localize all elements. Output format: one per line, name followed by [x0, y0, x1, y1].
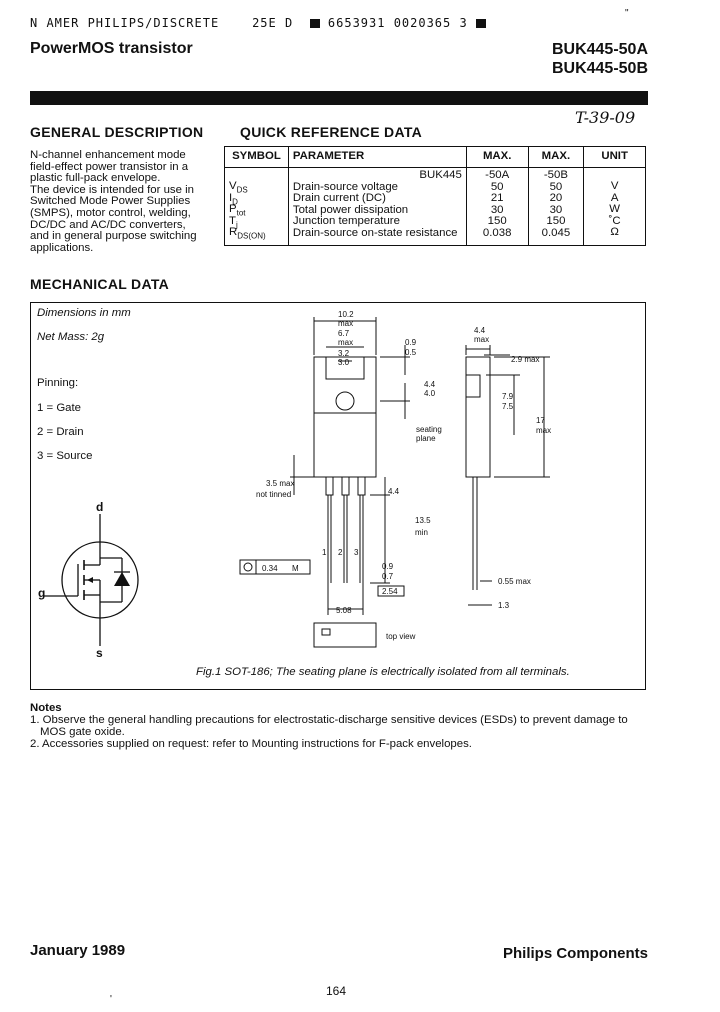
dim-label: 10.2: [338, 310, 354, 319]
figure-caption: Fig.1 SOT-186; The seating plane is electrically isolated from all terminals.: [196, 666, 570, 678]
dim-label: 1.3: [498, 601, 510, 610]
desc-line: and in general purpose switching: [30, 230, 197, 243]
dim-label: max: [338, 338, 354, 347]
col-max-a: MAX.: [466, 147, 528, 168]
pin-drain: 2 = Drain: [37, 426, 84, 438]
tolerance-value: 0.34: [262, 564, 278, 573]
desc-line: N-channel enhancement mode: [30, 149, 186, 161]
dim-label: 7.5: [502, 402, 514, 411]
footer-date: January 1989: [30, 942, 126, 959]
pin-number: 2: [338, 548, 343, 557]
drain-label: d: [96, 500, 104, 514]
desc-line: plastic full-pack envelope.: [30, 172, 161, 185]
dim-label: 4.0: [424, 389, 436, 398]
dim-label: seating: [416, 425, 442, 434]
scan-header: [30, 16, 486, 30]
col-parameter: PARAMETER: [288, 147, 466, 168]
table-row: [225, 168, 646, 246]
barcode-block-icon: [310, 19, 320, 28]
page-title: PowerMOS transistor: [30, 40, 193, 57]
desc-line: DC/DC and AC/DC converters,: [30, 218, 186, 231]
col-unit: UNIT: [584, 147, 646, 168]
max-a-cell: -50A 50 21 30 150 0.038: [466, 168, 528, 246]
part-numbers: [552, 40, 648, 78]
col-symbol: SYMBOL: [225, 147, 289, 168]
part-number-a: BUK445-50A: [551, 41, 648, 58]
notes: [30, 702, 630, 750]
source-label: s: [96, 646, 103, 660]
scan-header-digits: 6653931 0020365 3: [327, 16, 468, 30]
mechanical-heading: MECHANICAL DATA: [30, 276, 170, 292]
dim-label: 5.08: [336, 606, 352, 615]
pin-source: 3 = Source: [37, 450, 93, 462]
pin-number: 3: [354, 548, 359, 557]
gate-label: g: [38, 586, 46, 600]
dim-label: 4.4: [424, 380, 436, 389]
dim-label: max: [338, 319, 354, 328]
notes-title: Notes: [30, 702, 62, 714]
page-number: 164: [326, 984, 347, 998]
dim-label: 0.55 max: [498, 577, 531, 586]
dim-label: 3.5 max: [266, 479, 295, 488]
dim-label: 7.9: [502, 392, 514, 401]
pin-gate: 1 = Gate: [37, 402, 82, 414]
table-header-row: [225, 147, 646, 168]
dim-label: 17: [536, 416, 545, 425]
dim-label: top view: [386, 632, 416, 641]
dimensions-note: Dimensions in mm: [37, 307, 131, 319]
header-rule: [30, 91, 648, 105]
scan-header-left: N AMER PHILIPS/DISCRETE: [30, 16, 220, 30]
handwritten-code: T-39-09: [575, 108, 636, 127]
general-description-heading: GENERAL DESCRIPTION: [30, 124, 204, 140]
desc-line: Switched Mode Power Supplies: [30, 195, 191, 208]
dim-label: plane: [416, 434, 436, 443]
dim-label: max: [536, 426, 552, 435]
symbol-cell: $V_{DS}$ $I_D$ $P_{tot}$ $T_j$ $R_{DS(ON)}$: [225, 168, 289, 246]
net-mass: Net Mass: 2g: [37, 331, 105, 343]
dim-label: 3.2: [338, 349, 350, 358]
dim-label: 0.5: [405, 348, 417, 357]
package-outline-drawing: [230, 305, 590, 660]
pin-number: 1: [322, 548, 327, 557]
dim-label: 4.4: [388, 487, 400, 496]
footer-mark: ': [110, 994, 112, 1005]
tolerance-modifier: M: [292, 564, 299, 573]
dim-label: max: [474, 335, 490, 344]
mosfet-symbol-icon: [30, 500, 150, 660]
max-b-cell: -50B 50 20 30 150 0.045: [528, 168, 584, 246]
scan-header-code: 25E D: [252, 16, 294, 30]
quick-reference-heading: QUICK REFERENCE DATA: [240, 124, 423, 140]
dim-label: 0.9: [405, 338, 417, 347]
dim-label: not tinned: [256, 490, 292, 499]
note-item: 2. Accessories supplied on request: refer to Mounting instructions for F-pack envelopes.: [30, 738, 472, 750]
dim-label: 4.4: [474, 326, 486, 335]
col-max-b: MAX.: [528, 147, 584, 168]
dim-label: 0.7: [382, 572, 394, 581]
part-number-b: BUK445-50B: [551, 60, 648, 77]
dim-label: 6.7: [338, 329, 350, 338]
dim-label: 3.0: [338, 358, 350, 367]
barcode-block-icon: [476, 19, 486, 28]
desc-line: field-effect power transistor in a: [30, 160, 189, 173]
general-description: [30, 150, 210, 254]
parameter-cell: BUK445 Drain-source voltage Drain current (DC) Total power dissipation Junction temperature Drain-source on-state resistance: [288, 168, 466, 246]
dim-label: 2.54: [382, 587, 398, 596]
dim-label: 0.9: [382, 562, 394, 571]
pinning-label: Pinning:: [37, 377, 79, 389]
dim-label: 13.5: [415, 516, 431, 525]
footer-company: Philips Components: [502, 945, 648, 962]
unit-cell: V A W ˚C Ω: [584, 168, 646, 246]
desc-line: applications.: [30, 241, 94, 254]
dim-label: 2.9 max: [511, 355, 540, 364]
desc-line: (SMPS), motor control, welding,: [30, 206, 191, 219]
corner-mark: ": [625, 8, 629, 19]
desc-line: The device is intended for use in: [30, 183, 194, 196]
dim-label: min: [415, 528, 428, 537]
note-item: 1. Observe the general handling precautions for electrostatic-discharge sensitive devices (ESDs) to prevent damage to MOS gate oxide.: [30, 714, 628, 738]
quick-reference-table: [224, 146, 646, 246]
